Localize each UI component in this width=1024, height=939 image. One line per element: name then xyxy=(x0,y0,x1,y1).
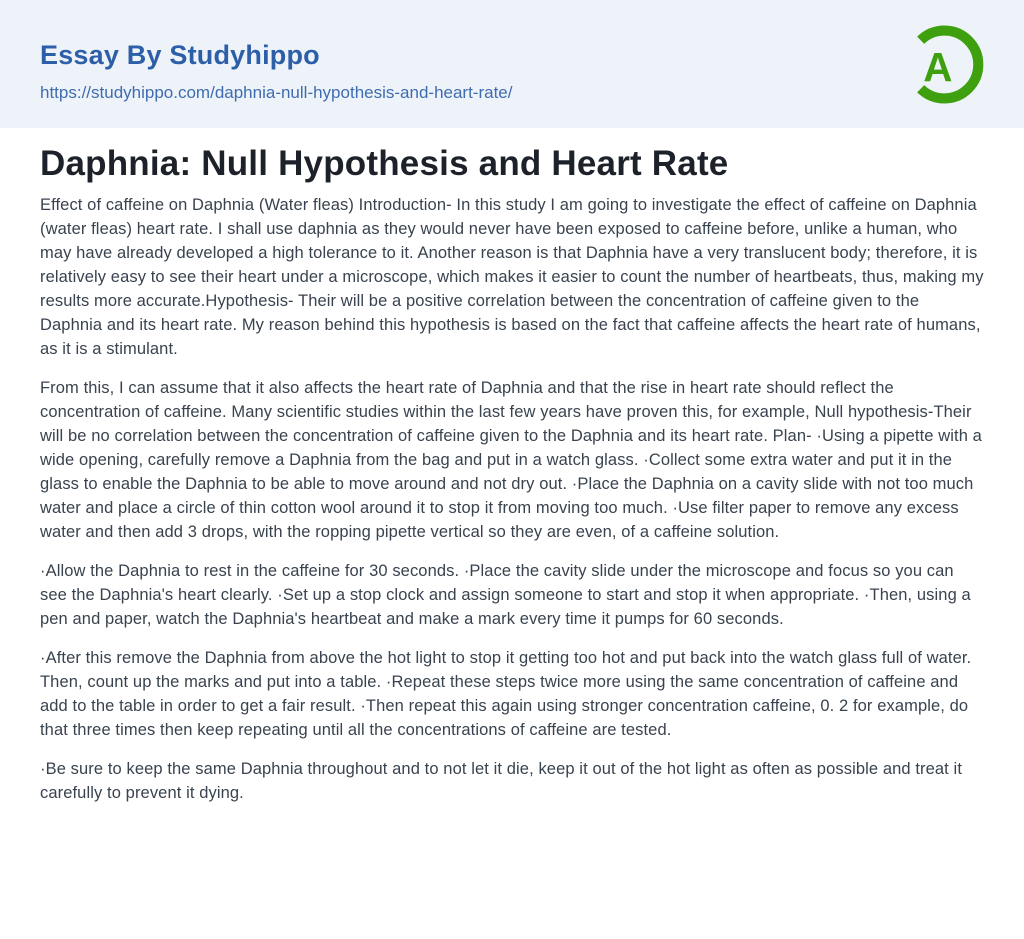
brand-title: Essay By Studyhippo xyxy=(40,40,320,70)
article-paragraph: ·Be sure to keep the same Daphnia throughout and to not let it die, keep it out of the hot light as often as possible and treat it carefully to prevent it dying. xyxy=(40,760,962,802)
logo-letter: A xyxy=(923,44,953,91)
logo-arc-icon xyxy=(900,18,988,111)
article-paragraph: ·After this remove the Daphnia from above the hot light to stop it getting too hot and put back into the watch glass full of water. Then, count up the marks and put into a table. ·Repeat these steps twice more using the same concentration of caffeine and add to the table in order to get a fair result. ·Then repeat this again using stronger concentration caffeine, 0. 2 for example, do that three times then keep repeating until all the concentrations of caffeine are tested. xyxy=(40,649,972,739)
source-url-link[interactable]: https://studyhippo.com/daphnia-null-hypothesis-and-heart-rate/ xyxy=(40,83,513,102)
article-title: Daphnia: Null Hypothesis and Heart Rate xyxy=(40,144,729,183)
studyhippo-logo[interactable] xyxy=(900,18,988,111)
article-body xyxy=(40,193,984,805)
article-paragraph: From this, I can assume that it also affects the heart rate of Daphnia and that the rise in heart rate should reflect the concentration of caffeine. Many scientific studies within the last few years have proven this, for example, Null hypothesis-Their will be no correlation between the concentration of caffeine given to the Daphnia and its heart rate. Plan- ·Using a pipette with a wide opening, carefully remove a Daphnia from the bag and put in a watch glass. ·Collect some extra water and put it in the glass to enable the Daphnia to be able to move around and not dry out. ·Place the Daphnia on a cavity slide with not too much water and place a circle of thin cotton wool around it to stop it from moving too much. ·Use filter paper to remove any excess water and then add 3 drops, with the ropping pipette vertical so they are even, of a caffeine solution. xyxy=(40,379,982,541)
article-paragraph: ·Allow the Daphnia to rest in the caffeine for 30 seconds. ·Place the cavity slide under the microscope and focus so you can see the Daphnia's heart clearly. ·Set up a stop clock and assign someone to start and stop it when appropriate. ·Then, using a pen and paper, watch the Daphnia's heartbeat and make a mark every time it pumps for 60 seconds. xyxy=(40,562,971,628)
article-main xyxy=(0,128,1024,805)
article-paragraph: Effect of caffeine on Daphnia (Water fleas) Introduction- In this study I am going to investigate the effect of caffeine on Daphnia (water fleas) heart rate. I shall use daphnia as they would never have been exposed to caffeine before, unlike a human, who may have already developed a high tolerance to it. Another reason is that Daphnia have a very translucent body; therefore, it is relatively easy to see their heart under a microscope, which makes it easier to count the number of heartbeats, thus, making my results more accurate.Hypothesis- Their will be a positive correlation between the concentration of caffeine given to the Daphnia and its heart rate. My reason behind this hypothesis is based on the fact that caffeine affects the heart rate of humans, as it is a stimulant. xyxy=(40,196,984,358)
page-header xyxy=(0,0,1024,128)
